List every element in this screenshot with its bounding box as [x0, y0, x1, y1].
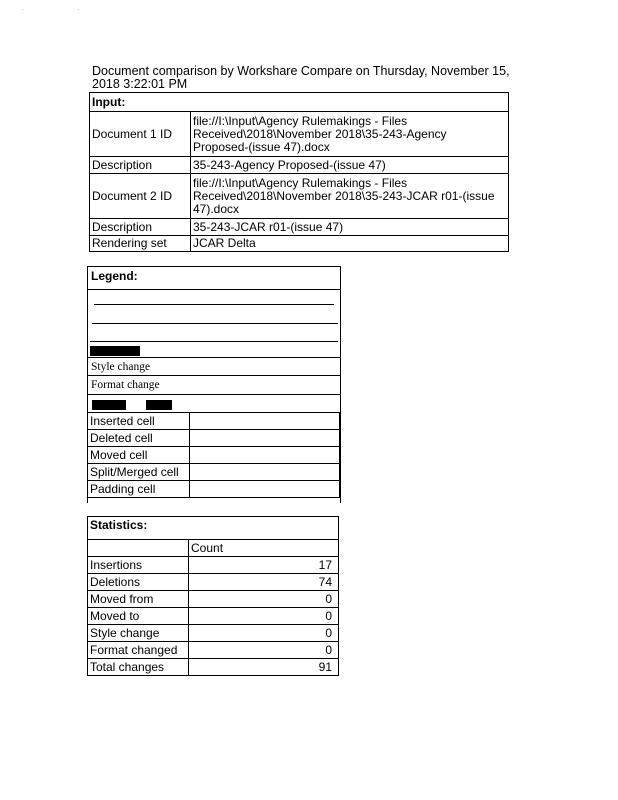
value-line: 47).docx [193, 201, 240, 216]
stat-label: Style change [88, 625, 189, 642]
row-label: Rendering set [90, 236, 191, 252]
table-row [88, 625, 339, 642]
stat-count: 17 [189, 557, 339, 574]
legend-cell-sample [190, 481, 340, 498]
header-line-2: 2018 3:22:01 PM [92, 77, 188, 91]
value-line: Proposed-(issue 47).docx [193, 139, 330, 154]
stats-header-blank [88, 540, 189, 557]
legend-inserted-cell-swatch [146, 400, 172, 410]
table-row [88, 540, 339, 557]
comparison-header [92, 65, 512, 91]
legend-rule [88, 357, 340, 358]
table-row [88, 413, 340, 430]
stat-label: Moved from [88, 591, 189, 608]
table-row [88, 659, 339, 676]
legend-cell-sample [190, 430, 340, 447]
legend-sample-insert [94, 304, 334, 305]
value-line: file://I:\Input\Agency Rulemakings - Files [193, 175, 408, 190]
legend-cell-label: Padding cell [88, 481, 190, 498]
table-row [90, 236, 509, 252]
value-line: 35-243-Agency Proposed-(issue 47) [193, 157, 386, 172]
table-row [90, 112, 509, 157]
row-label: Document 2 ID [90, 174, 191, 219]
table-row [88, 447, 340, 464]
legend-title: Legend: [91, 269, 138, 283]
row-label: Description [90, 219, 191, 236]
row-label: Description [90, 157, 191, 174]
table-row [90, 174, 509, 219]
table-row [88, 591, 339, 608]
stat-count: 74 [189, 574, 339, 591]
legend-cell-sample [190, 464, 340, 481]
value-line: Received\2018\November 2018\35-243-Agency [193, 126, 447, 141]
legend-rule [88, 375, 340, 376]
value-line: JCAR Delta [193, 236, 256, 250]
legend-cell-label: Split/Merged cell [88, 464, 190, 481]
statistics-table [87, 516, 339, 676]
table-row [90, 219, 509, 236]
legend-cell-label: Inserted cell [88, 413, 190, 430]
table-row [88, 642, 339, 659]
table-row [88, 481, 340, 498]
legend-cell-sample [190, 413, 340, 430]
legend-cell-label: Deleted cell [88, 430, 190, 447]
stat-count: 0 [189, 591, 339, 608]
legend-style-change: Style change [91, 361, 151, 373]
stat-count: 0 [189, 608, 339, 625]
legend-cell-sample [190, 447, 340, 464]
stat-count: 0 [189, 625, 339, 642]
legend-moved-deletion-swatch [92, 400, 126, 410]
legend-rule [88, 394, 340, 395]
stat-label: Moved to [88, 608, 189, 625]
legend-format-change: Format change [91, 379, 160, 391]
table-row [88, 557, 339, 574]
legend-cell-label: Moved cell [88, 447, 190, 464]
table-row [90, 157, 509, 174]
stat-label: Insertions [88, 557, 189, 574]
table-row [88, 464, 340, 481]
input-table [89, 92, 509, 252]
legend-sample-moved-from [90, 341, 338, 342]
value-line: file://I:\Input\Agency Rulemakings - Files [193, 113, 408, 128]
input-title: Input: [90, 93, 509, 112]
legend-rule [88, 289, 340, 290]
row-value [191, 157, 509, 174]
row-label: Document 1 ID [90, 112, 191, 157]
value-line: Received\2018\November 2018\35-243-JCAR r01-(issue [193, 188, 495, 203]
statistics-title: Statistics: [88, 517, 339, 540]
legend-cell-table [87, 412, 340, 498]
stat-label: Deletions [88, 574, 189, 591]
row-value [191, 236, 509, 252]
table-row [88, 430, 340, 447]
row-value [191, 174, 509, 219]
legend-moved-to-swatch [90, 346, 140, 356]
table-row [88, 574, 339, 591]
stat-label: Format changed [88, 642, 189, 659]
stat-count: 0 [189, 642, 339, 659]
table-row [88, 608, 339, 625]
scan-specks: . . [22, 6, 106, 12]
count-header: Count [189, 540, 339, 557]
row-value [191, 112, 509, 157]
stat-label: Total changes [88, 659, 189, 676]
stat-count: 91 [189, 659, 339, 676]
legend-sample-delete [92, 323, 338, 324]
row-value [191, 219, 509, 236]
header-line-1: Document comparison by Workshare Compare on Thursday, November 15, [92, 64, 510, 78]
value-line: 35-243-JCAR r01-(issue 47) [193, 219, 344, 234]
